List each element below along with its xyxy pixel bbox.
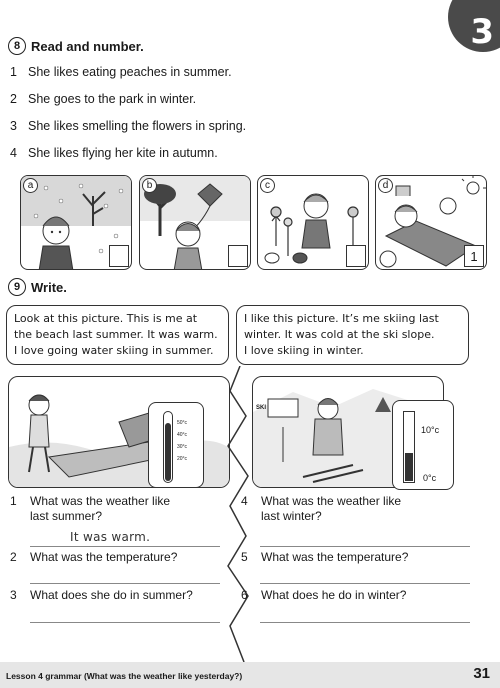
answer-1[interactable]: It was warm. bbox=[70, 530, 151, 544]
answer-box[interactable] bbox=[228, 245, 248, 267]
picture-label: c bbox=[260, 178, 275, 193]
unit-number: 3 bbox=[470, 12, 494, 52]
answer-line bbox=[30, 546, 220, 547]
section-8-heading bbox=[8, 37, 144, 55]
thermometer-summer: 50°c 40°c 30°c 20°c bbox=[148, 402, 204, 488]
picture-label: a bbox=[23, 178, 38, 193]
list-item: 3 She likes smelling the flowers in spring. bbox=[10, 119, 247, 133]
lesson-label: Lesson 4 grammar (What was the weather like yesterday?) bbox=[6, 671, 243, 681]
page-footer bbox=[0, 662, 500, 688]
picture-summer bbox=[375, 175, 487, 270]
answer-box[interactable]: 1 bbox=[464, 245, 484, 267]
section-number: 8 bbox=[8, 37, 26, 55]
speech-bubble-summer: Look at this picture. This is me at the beach last summer. It was warm. I love going water skiing in summer. bbox=[6, 305, 229, 365]
answer-line[interactable] bbox=[260, 583, 470, 584]
answer-line[interactable] bbox=[260, 622, 470, 623]
thermometer-fill bbox=[165, 423, 171, 481]
section-number: 9 bbox=[8, 278, 26, 296]
list-item: 4 She likes flying her kite in autumn. bbox=[10, 146, 218, 160]
picture-spring bbox=[257, 175, 369, 270]
zigzag-divider bbox=[218, 366, 258, 662]
list-item: 2 She goes to the park in winter. bbox=[10, 92, 197, 106]
answer-line[interactable] bbox=[30, 583, 220, 584]
ski-sign: SKI bbox=[256, 405, 267, 411]
page-number: 31 bbox=[473, 665, 490, 682]
answer-line[interactable] bbox=[30, 622, 220, 623]
list-item: 1 She likes eating peaches in summer. bbox=[10, 65, 232, 79]
speech-bubble-winter: I like this picture. It’s me skiing last winter. It was cold at the ski slope. I love skiing in winter. bbox=[236, 305, 469, 365]
picture-label: b bbox=[142, 178, 157, 193]
section-title: Write. bbox=[31, 279, 67, 295]
picture-winter bbox=[20, 175, 132, 270]
picture-autumn bbox=[139, 175, 251, 270]
thermometer-winter: 10°c 0°c bbox=[392, 400, 454, 490]
answer-line[interactable] bbox=[260, 546, 470, 547]
answer-box[interactable] bbox=[346, 245, 366, 267]
answer-box[interactable] bbox=[109, 245, 129, 267]
picture-label: d bbox=[378, 178, 393, 193]
section-title: Read and number. bbox=[31, 38, 144, 54]
thermometer-fill bbox=[405, 453, 413, 481]
section-9-heading bbox=[8, 278, 67, 296]
